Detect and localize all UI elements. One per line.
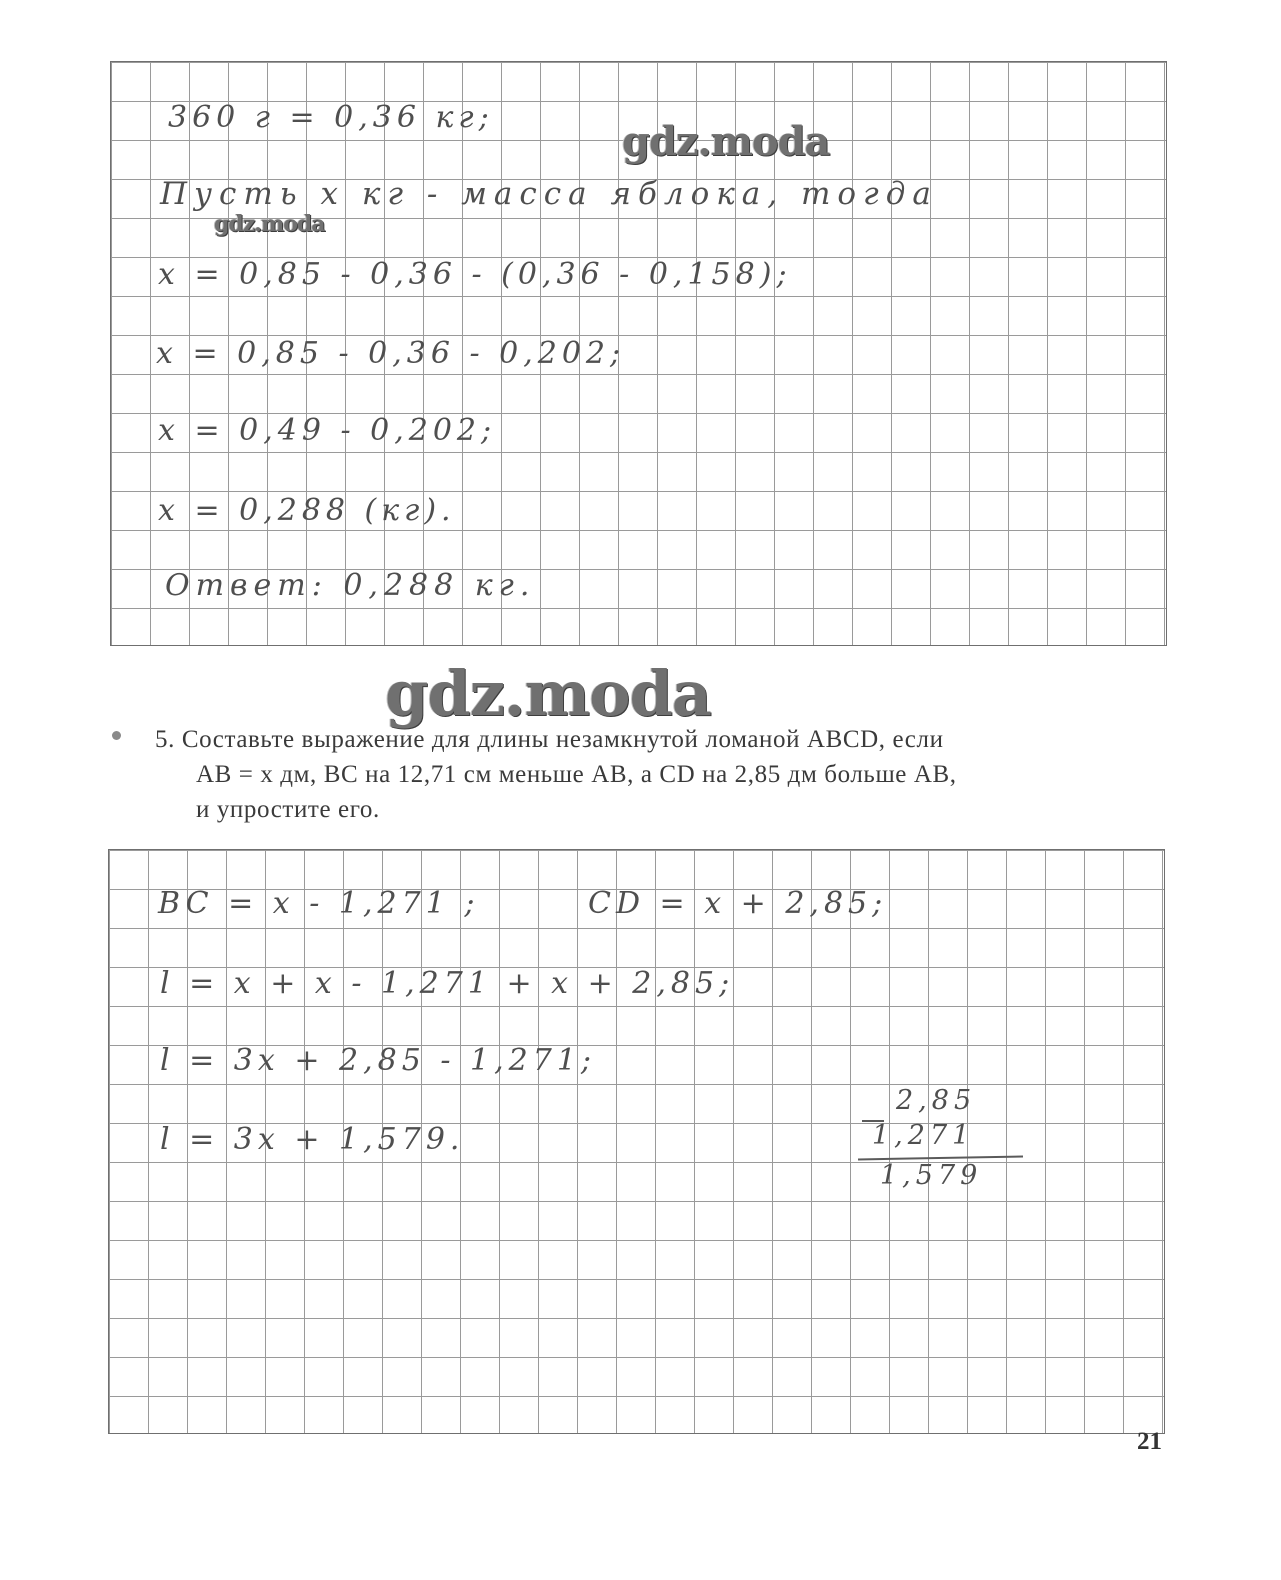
bullet-dot [112,731,121,740]
bc-expression: BC = x - 1,271 ; [158,886,480,921]
solution-line-3: x = 0,85 - 0,36 - (0,36 - 0,158); [158,257,792,292]
length-line-2: l = 3x + 2,85 - 1,271; [160,1043,597,1078]
task-number: 5. [155,726,175,753]
solution-line-2: Пусть x кг - масса яблока, тогда [160,176,938,212]
watermark: gdz.moda [385,657,711,730]
watermark: gdz.moda [214,211,325,237]
solution-line-1: 360 г = 0,36 кг; [168,100,494,135]
solution-answer: Ответ: 0,288 кг. [165,568,536,603]
task-statement [155,722,957,827]
column-calc-minuend: 2,85 [896,1085,977,1116]
task-line-3: и упростите его. [196,796,380,823]
task-line-2: AB = x дм, BC на 12,71 см меньше AB, а CD на 2,85 дм больше AB, [196,761,957,788]
length-line-1: l = x + x - 1,271 + x + 2,85; [160,966,735,1001]
page-number: 21 [1137,1428,1162,1455]
solution-line-4: x = 0,85 - 0,36 - 0,202; [156,336,626,371]
column-calc-result: 1,579 [880,1160,983,1191]
task-text-1: Составьте выражение для длины незамкнутой ломаной ABCD, если [181,726,944,753]
column-calc-subtrahend: 1,271 [872,1120,975,1151]
watermark: gdz.moda [622,118,830,165]
length-line-3: l = 3x + 1,579. [160,1122,465,1157]
cd-expression: CD = x + 2,85; [588,886,888,921]
task-line-1 [155,722,957,757]
solution-line-5: x = 0,49 - 0,202; [158,413,497,448]
solution-line-6: x = 0,288 (кг). [158,493,456,528]
